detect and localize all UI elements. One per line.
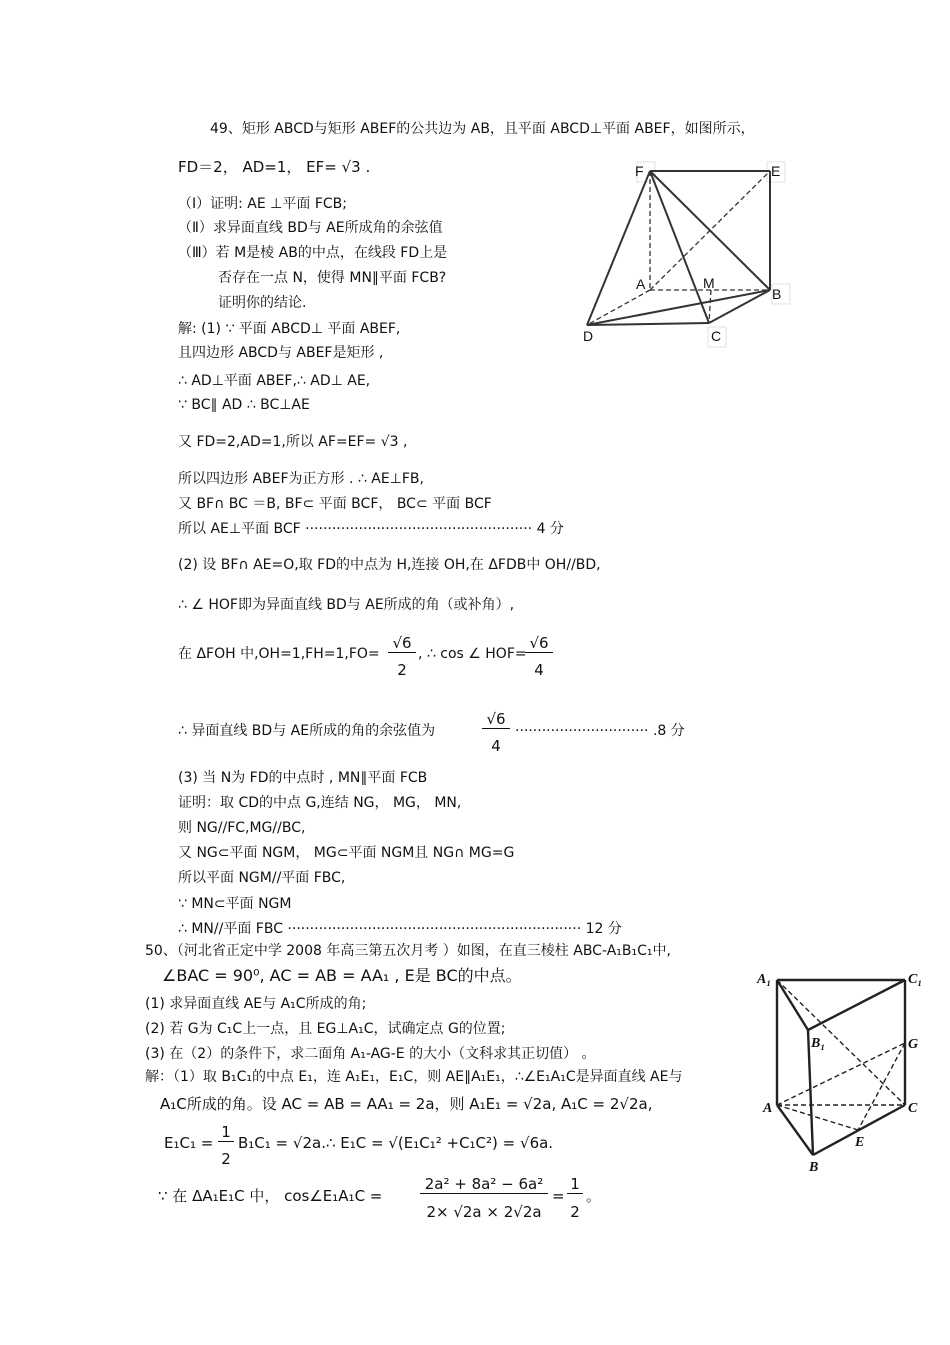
p50-line-5: (3) 在（2）的条件下，求二面角 A₁-AG-E 的大小（文科求其正切值） 。 [145,1046,596,1062]
p50-line-1: 50、（河北省正定中学 2008 年高三第五次月考 ）如图，在直三棱柱 ABC-A₁B₁C₁中, [145,943,671,959]
fig2-label-B1: B₁ [811,1036,826,1051]
p49-line-1: 49、矩形 ABCD与矩形 ABEF的公共边为 AB，且平面 ABCD⊥平面 ABEF，如图所示， [210,121,755,137]
figure-50-prism [755,965,930,1180]
fig2-label-C: C [908,1101,918,1116]
p50-line-9b: = [552,1187,565,1205]
fig2-label-A1: A₁ [757,972,772,987]
p49-line-5: （Ⅲ）若 M是棱 AB的中点，在线段 FD上是 [178,245,448,261]
p49-line-24: 所以平面 NGM//平面 FBC, [178,870,346,886]
p50-line-2: ∠BAC = 90⁰, AC = AB = AA₁ , E是 BC的中点。 [162,966,522,985]
p50-line-6: 解：（1）取 B₁C₁的中点 E₁，连 A₁E₁，E₁C，则 AE∥A₁E₁，∴∠E₁A₁C是异面直线 AE与 [145,1069,683,1085]
p49-line-23: 又 NG⊂平面 NGM， MG⊂平面 NGM且 NG∩ MG=G [178,845,515,861]
frac-result-denominator: 2 [570,1203,580,1221]
p49-line-7: 证明你的结论. [218,295,307,311]
fig2-label-G: G [908,1037,919,1052]
p49-line-14: 又 BF∩ BC ＝B, BF⊂ 平面 BCF， BC⊂ 平面 BCF [178,496,492,512]
p49-line-3: （Ⅰ）证明: AE ⊥平面 FCB; [178,196,347,212]
p49-line-22: 则 NG//FC,MG//BC, [178,820,306,836]
p49-line-21: 证明：取 CD的中点 G,连结 NG， MG， MN, [178,795,462,811]
fig2-label-C1: C₁ [908,972,923,987]
p49-line-20: (3) 当 N为 FD的中点时 , MN∥平面 FCB [178,770,428,786]
p49-line-18b: , ∴ cos ∠ HOF= [418,646,527,662]
p49-line-4: （Ⅱ）求异面直线 BD与 AE所成角的余弦值 [178,220,443,236]
fig1-label-C: C [711,328,722,344]
p49-line-16: (2) 设 BF∩ AE=O,取 FD的中点为 H,连接 OH,在 ΔFDB中 OH//BD, [178,557,601,573]
fig1-label-F: F [635,163,644,179]
fig2-label-B: B [809,1160,819,1175]
p50-line-8a: E₁C₁ = [164,1134,214,1152]
p50-line-3: (1) 求异面直线 AE与 A₁C所成的角; [145,996,367,1012]
p49-line-12: 又 FD=2,AD=1,所以 AF=EF= √3 , [178,434,408,450]
fig2-label-E: E [855,1135,865,1150]
p50-line-4: (2) 若 G为 C₁C上一点，且 EG⊥A₁C，试确定点 G的位置; [145,1021,506,1037]
fig1-label-D: D [583,328,594,344]
p49-line-17: ∴ ∠ HOF即为异面直线 BD与 AE所成的角（或补角）, [178,597,515,613]
p49-line-26: ∴ MN//平面 FBC ·································································· 12 分 [178,921,622,937]
p49-line-6: 否存在一点 N，使得 MN∥平面 FCB? [218,270,447,286]
frac-answer-numerator: √6 [482,710,510,729]
fig2-label-A: A [763,1101,773,1116]
frac-cos-a-numerator: 2a² + 8a² − 6a² [420,1175,548,1194]
p49-line-8: 解: (1) ∵ 平面 ABCD⊥ 平面 ABEF, [178,321,401,337]
fig1-label-A: A [636,276,646,292]
p49-line-10: ∴ AD⊥平面 ABEF,∴ AD⊥ AE, [178,373,371,389]
frac-fo-numerator: √6 [388,634,416,653]
frac-half-denominator: 2 [221,1150,231,1168]
p50-line-8b: B₁C₁ = √2a.∴ E₁C = √(E₁C₁² +C₁C²) = √6a. [238,1134,554,1152]
p49-line-9: 且四边形 ABCD与 ABEF是矩形 , [178,345,384,361]
frac-cos-denominator: 4 [534,661,544,679]
p49-line-19b: ······························ .8 分 [515,723,685,739]
p49-line-11: ∵ BC∥ AD ∴ BC⊥AE [178,397,310,413]
frac-half-numerator: 1 [218,1123,234,1142]
p49-line-19a: ∴ 异面直线 BD与 AE所成的角的余弦值为 [178,723,436,739]
p49-line-13: 所以四边形 ABEF为正方形 . ∴ AE⊥FB, [178,471,424,487]
p49-line-25: ∵ MN⊂平面 NGM [178,896,292,912]
fig1-label-M: M [703,275,715,291]
frac-result-numerator: 1 [567,1175,583,1194]
p49-line-18a: 在 ΔFOH 中,OH=1,FH=1,FO= [178,646,380,662]
frac-fo-denominator: 2 [397,661,407,679]
p50-line-9a: ∵ 在 ΔA₁E₁C 中， cos∠E₁A₁C = [158,1187,383,1205]
p50-line-7: A₁C所成的角。设 AC = AB = AA₁ = 2a，则 A₁E₁ = √2a, A₁C = 2√2a, [160,1095,653,1113]
frac-cos-a-denominator: 2× √2a × 2√2a [426,1203,542,1221]
p49-line-2: FD＝2， AD=1， EF= √3 . [178,158,371,176]
fig1-label-B: B [772,286,782,302]
frac-cos-numerator: √6 [525,634,553,653]
p50-line-9c: 。 [586,1187,602,1205]
frac-answer-denominator: 4 [491,737,501,755]
fig1-label-E: E [771,163,781,179]
figure-49-diagram [575,155,795,350]
p49-line-15: 所以 AE⊥平面 BCF ··················································· 4 分 [178,521,564,537]
